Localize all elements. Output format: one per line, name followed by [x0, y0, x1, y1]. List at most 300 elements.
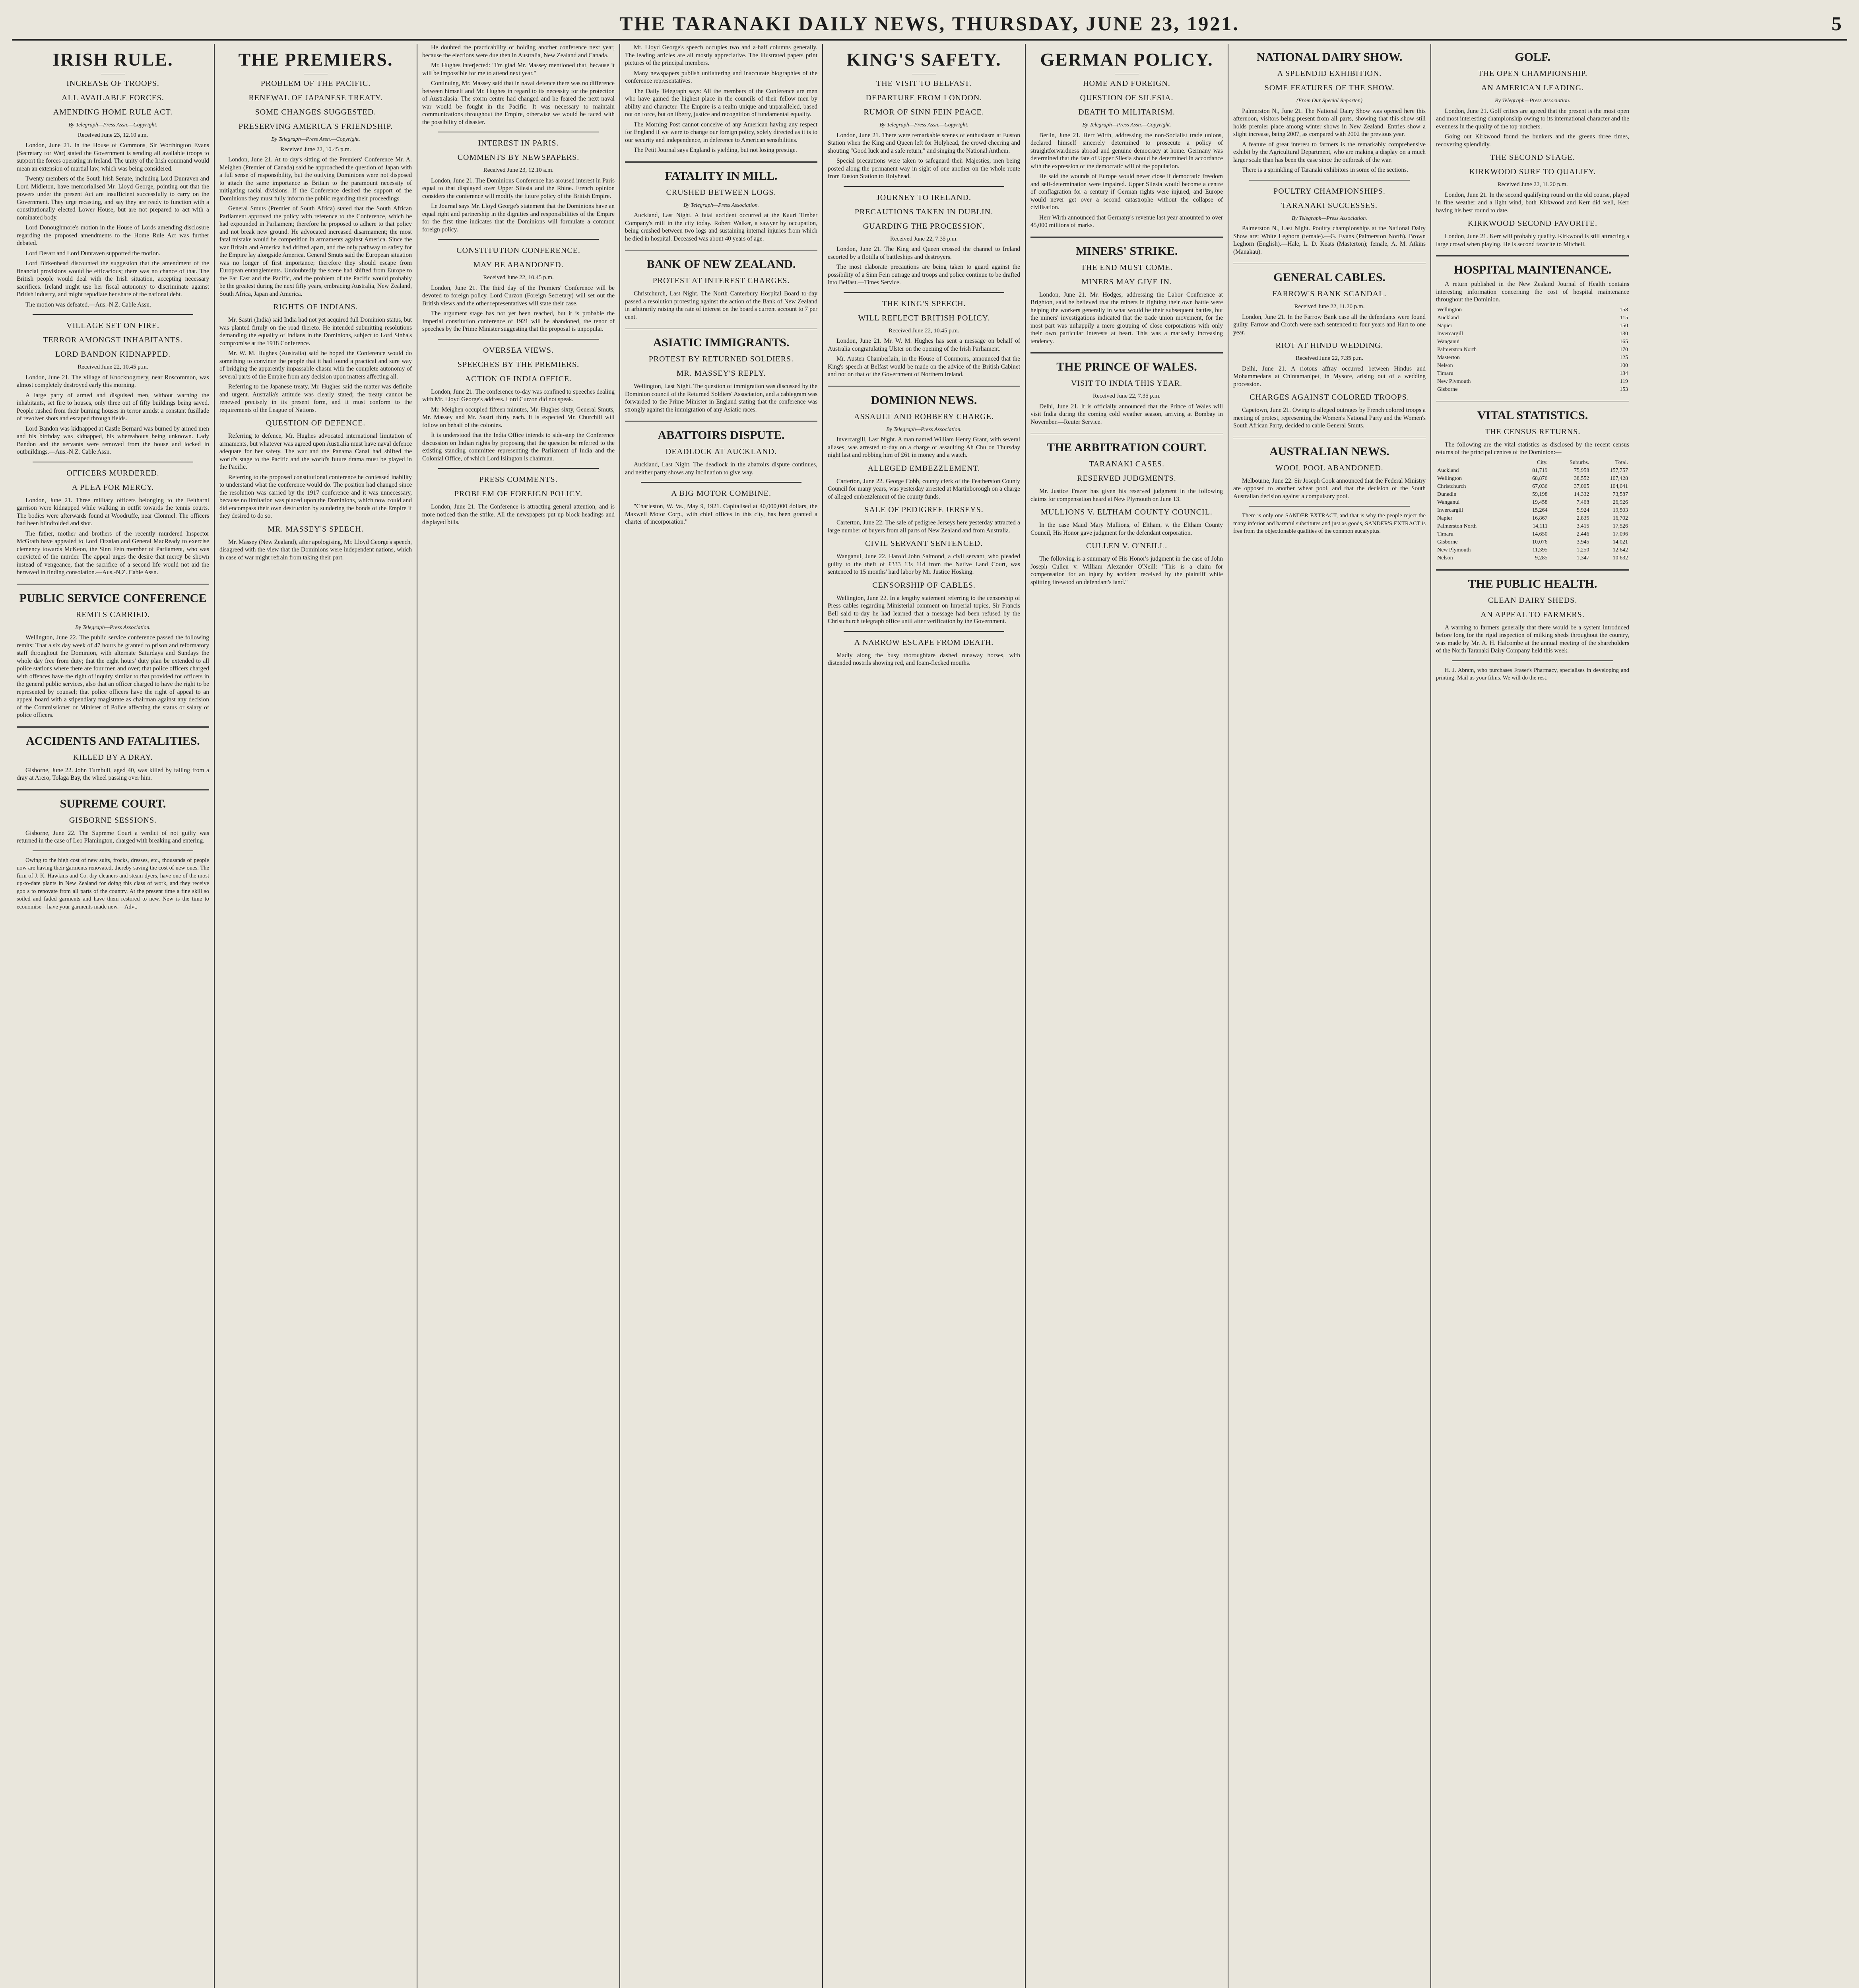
- subhead: KILLED BY A DRAY.: [73, 753, 153, 762]
- table-cell: 17,526: [1613, 523, 1628, 529]
- subhead: THE CENSUS RETURNS.: [1484, 427, 1581, 436]
- paragraph: The Petit Journal says England is yielding, but not losing prestige.: [634, 147, 797, 153]
- table-cell: Invercargill: [1437, 330, 1463, 337]
- paragraph: Mr. Justice Frazer has given his reserved judgment in the following claims for compensation heard at New Plymouth on June 13.: [1030, 488, 1223, 503]
- subhead: REMITS CARRIED.: [76, 610, 150, 619]
- table-cell: Wellington: [1437, 475, 1462, 481]
- table-cell: 10,076: [1532, 539, 1548, 545]
- paragraph: Twenty members of the South Irish Senate, including Lord Dunraven and Lord Midleton, have memorialised Mr. Lloyd George, pointing out that the powers under the present Act are insufficient successfully to carry on the Government. They urge recasting, and say they are ready to function with a constitutionally elected Lower House, but are not prepared to act with a nominated body.: [17, 175, 209, 221]
- table-cell: 19,458: [1532, 499, 1548, 505]
- divider: [438, 468, 599, 469]
- subhead: MR. MASSEY'S REPLY.: [676, 369, 766, 378]
- table-cell: 130: [1620, 330, 1628, 337]
- column-7: [1228, 44, 1431, 1988]
- byline: By Telegraph—Press Assn.—Copyright.: [68, 122, 157, 128]
- table-cell: Timaru: [1437, 531, 1453, 537]
- table-cell: Auckland: [1437, 467, 1459, 474]
- table-cell: 1,347: [1576, 555, 1589, 561]
- headline-public-service: PUBLIC SERVICE CONFERENCE: [19, 591, 207, 605]
- paragraph: Christchurch, Last Night. The North Canterbury Hospital Board to-day passed a resolution protesting against the action of the Bank of New Zealand in arbitrarily raising the rate of interest on the board's current account to 7 per cent.: [625, 290, 817, 320]
- table-cell: 19,503: [1613, 507, 1628, 513]
- divider: [438, 339, 599, 340]
- table-cell: 68,876: [1532, 475, 1548, 481]
- subhead: CRUSHED BETWEEN LOGS.: [666, 188, 776, 197]
- byline: By Telegraph—Press Assn.—Copyright.: [879, 122, 968, 128]
- paragraph: Palmerston N., Last Night. Poultry championships at the National Dairy Show are: White Leghorn (female).—G. Evans (Palmerston North). Brown Leghorn (English).—Hale, L. D. Keats (Masterton); female, A. M. Atkins (Manakau).: [1233, 225, 1426, 255]
- paragraph: Capetown, June 21. Owing to alleged outrages by French colored troops a meeting of protest, representing the Women's National Party and the Women's South African Party, decided to cable General Smuts.: [1233, 407, 1426, 429]
- paragraph: Mr. Meighen occupied fifteen minutes, Mr. Hughes sixty, General Smuts, Mr. Massey and Mr. Sastri thirty each. It is expected Mr. Churchill will follow on behalf of the colonies.: [422, 406, 615, 429]
- subhead: KIRKWOOD SECOND FAVORITE.: [1468, 219, 1597, 228]
- subhead: AMENDING HOME RULE ACT.: [53, 108, 173, 116]
- divider: [33, 850, 193, 851]
- table-row: [1436, 306, 1629, 314]
- table-cell: 38,552: [1574, 475, 1589, 481]
- table-cell: Gisborne: [1437, 386, 1458, 392]
- paragraph: The following are the vital statistics as disclosed by the recent census returns of the principal centres of the Dominion:—: [1436, 441, 1629, 456]
- paragraph: Palmerston N., June 21. The National Dairy Show was opened here this afternoon, visitors being present from all parts, showing that this show still holds premier place among winter shows in New Zealand. Entries show a slight increase, being 2007, as compared with 2002 the previous year.: [1233, 107, 1426, 138]
- headline-public-health: THE PUBLIC HEALTH.: [1468, 577, 1597, 590]
- byline: By Telegraph—Press Assn.—Copyright.: [1082, 122, 1171, 128]
- headline-fatality: FATALITY IN MILL.: [665, 169, 778, 182]
- subhead: THE OPEN CHAMPIONSHIP.: [1478, 69, 1587, 78]
- headline-arbitration-court: THE ARBITRATION COURT.: [1046, 441, 1207, 454]
- census-table: [1436, 459, 1629, 562]
- table-cell: 12,642: [1613, 547, 1628, 553]
- subhead: GISBORNE SESSIONS.: [69, 815, 157, 825]
- subhead: PROBLEM OF FOREIGN POLICY.: [454, 489, 583, 498]
- table-cell: Nelson: [1437, 362, 1453, 369]
- paragraph: A large party of armed and disguised men, without warning the inhabitants, set fire to houses, only three out of fifty buildings being saved. People rushed from their burning houses in terror amidst a constant fusillade of revolver shots and escaped through fields.: [17, 392, 209, 422]
- paragraph: Carterton, June 22. George Cobb, county clerk of the Featherston County Council for many years, was yesterday arrested at Martinborough on a charge of alleged embezzlement of the county funds.: [828, 478, 1020, 500]
- paragraph: London, June 21. Mr. Hodges, addressing the Labor Conference at Brighton, said he believed that the miners in fighting their own battle were helping the workers generally in what would be their subsequent battles, but the miners' investigations indicated that the trade union movement, for the most part was unhappily a mere grouping of close corporations with only their own particular interests at heart. This was a markedly increasing tendency.: [1030, 291, 1223, 345]
- divider: [1436, 255, 1629, 256]
- table-cell: 2,446: [1576, 531, 1589, 537]
- table-row: [1436, 483, 1629, 491]
- subhead: CULLEN V. O'NEILL.: [1086, 542, 1168, 550]
- table-row: [1436, 338, 1629, 346]
- table-cell: Christchurch: [1437, 483, 1466, 489]
- table-cell: 16,702: [1613, 515, 1628, 521]
- paragraph: Lord Bandon was kidnapped at Castle Bernard was burned by armed men and his birthday was kidnapped, his whereabouts being unknown. Lady Bandon and the servants were removed from the house and locked in outbuildings.—Aus.-N.Z. Cable Assn.: [17, 425, 209, 455]
- table-row: [1436, 522, 1629, 530]
- table-cell: 104,041: [1610, 483, 1628, 489]
- paragraph: London, June 21. At to-day's sitting of the Premiers' Conference Mr. A. Meighen (Premier of Canada) said he approached the question of Japan with a full sense of responsibility, but the outlying Dominions were not disposed to attach the same importance as Britain to the paramount necessity of mitigating racial divisions. If the Conference desired the support of the Dominions they must fully inform the public regarding their proceedings.: [219, 156, 412, 202]
- column-6: [1026, 44, 1228, 1988]
- table-row: [1436, 314, 1629, 322]
- paragraph: A feature of great interest to farmers is the remarkably comprehensive exhibit by the Agricultural Department, who are making a display on a much larger scale than has been the case since the outbreak of the war.: [1233, 141, 1426, 163]
- subhead: WOOL POOL ABANDONED.: [1275, 463, 1384, 472]
- subhead: THE KING'S SPEECH.: [882, 299, 966, 308]
- paragraph: Invercargill, Last Night. A man named William Henry Grant, with several aliases, was arrested to-day on a charge of assaulting Ah Chu on Thursday night last and robbing him of £61 in money and a watch.: [828, 436, 1020, 458]
- headline-kings-safety: KING'S SAFETY.: [846, 49, 1001, 70]
- subhead: MAY BE ABANDONED.: [473, 260, 564, 269]
- subhead: CIVIL SERVANT SENTENCED.: [865, 539, 983, 548]
- paragraph: London, June 21. Three military officers belonging to the Feltharnl garrison were kidnapped while walking in outfit towards the tennis courts. The bodies were afterwards found at Woodruffe, near Clonmel. The officers had been blindfolded and shot.: [17, 497, 209, 527]
- divider: [1233, 263, 1426, 264]
- received-line: Received June 22, 7.35 p.m.: [1296, 355, 1363, 361]
- subhead: KIRKWOOD SURE TO QUALIFY.: [1469, 167, 1596, 176]
- divider: [438, 239, 599, 240]
- subhead: PROTEST BY RETURNED SOLDIERS.: [648, 355, 794, 363]
- paragraph: The following is a summary of His Honor's judgment in the case of John Joseph Cullen v. William Alexander O'Neill: "This is a claim for compensation for an injury by accident received by the plaintiff while splitting firewood on defendant's land.": [1030, 555, 1223, 586]
- headline-golf: GOLF.: [1515, 50, 1550, 64]
- subhead: THE SECOND STAGE.: [1490, 153, 1575, 162]
- paragraph: Melbourne, June 22. Sir Joseph Cook announced that the Federal Ministry are opposed to another wheat pool, and that the decision of the South Australian decision against a compulsory pool.: [1233, 477, 1426, 500]
- table-cell: Wanganui: [1437, 499, 1460, 505]
- paragraph: Gisborne, June 22. The Supreme Court a verdict of not guilty was returned in the case of Leo Plamington, charged with breaking and entering.: [17, 829, 209, 844]
- paragraph: Delhi, June 21. It is officially announced that the Prince of Wales will visit India during the coming cold weather season, arriving at Bombay in November.—Reuter Service.: [1030, 403, 1223, 425]
- masthead: [0, 12, 1859, 35]
- advertisement: There is only one SANDER EXTRACT, and that is why the people reject the many inferior and harmful substitutes and just as goods, SANDER'S EXTRACT is free from the objectionable qualities of the common eucalyptus.: [1233, 513, 1426, 534]
- table-cell: 14,021: [1613, 539, 1628, 545]
- column-2: [215, 44, 417, 1988]
- paragraph: A warning to farmers generally that there would be a system introduced before long for the rigid inspection of milking sheds throughout the country, was made by Mr. A. H. Halcombe at the annual meeting of the shareholders of the North Taranaki Dairy Company held this week.: [1436, 624, 1629, 654]
- columns: [12, 44, 1847, 1988]
- divider: [33, 314, 193, 315]
- divider: [625, 250, 817, 251]
- paragraph: Mr. W. M. Hughes (Australia) said he hoped the Conference would do something to convince the people that it had found a practical and sure way of bridging the apparently impassable chasm with the complete autonomy of several parts of the Empire from any decision upon matters affecting all.: [219, 350, 412, 380]
- subhead: A BIG MOTOR COMBINE.: [671, 489, 771, 498]
- byline: (From Our Special Reporter.): [1296, 98, 1362, 104]
- paragraph: Continuing, Mr. Massey said that in naval defence there was no difference between himself and Mr. Hughes in regard to its necessity for the protection of Australasia. The storm centre had changed and he feared the next naval war would be fought in the Pacific. It was necessary to maintain communications throughout the Empire, otherwise we would be faced with the possibility of disaster.: [422, 80, 615, 126]
- table-cell: Palmerston North: [1437, 523, 1477, 529]
- paragraph: The father, mother and brothers of the recently murdered Inspector McGrath have appealed to Lord Fitzalan and General MacReady to exercise clemency towards McKeon, the Sinn Fein member of Parliament, who was convicted of the murder. The appeal urges the desire that mercy be shown instead of vengeance, that the sacrifice of a second life would not aid the bereaved in finding consolation.—Aus.-N.Z. Cable Assn.: [17, 530, 209, 576]
- paragraph: Wellington, Last Night. The question of immigration was discussed by the Dominion council of the Returned Soldiers' Association, and a cablegram was forwarded to the Prime Minister in England stating that the conference was strongly against the immigration of any Asiatic races.: [625, 383, 817, 413]
- table-row: [1436, 546, 1629, 554]
- table-cell: 1,250: [1576, 547, 1589, 553]
- divider: [1436, 569, 1629, 571]
- headline-german-policy: GERMAN POLICY.: [1040, 49, 1213, 70]
- divider: [1249, 180, 1410, 181]
- table-cell: 7,468: [1576, 499, 1589, 505]
- subhead: MULLIONS V. ELTHAM COUNTY COUNCIL.: [1041, 508, 1213, 516]
- paragraph: The Daily Telegraph says: All the members of the Conference are men who have gained the highest place in the councils of their fellow men by ability and character. The Empire is a realm unique and unparalleled, based not on force, but on liberty, justice and recognition of fundamental equality.: [625, 87, 817, 118]
- paragraph: Referring to the Japanese treaty, Mr. Hughes said the matter was definite and urgent. Australia's attitude was clearly stated; the treaty cannot be renewed precisely in its present form, and it must conform to the requirements of the League of Nations.: [219, 383, 412, 414]
- paragraph: Wanganui, June 22. Harold John Salmond, a civil servant, who pleaded guilty to the theft of £333 13s 11d from the Native Land Court, was sentenced to 15 months' hard labor by Mr. Justice Hosking.: [828, 553, 1020, 575]
- table-cell: 5,924: [1576, 507, 1589, 513]
- subhead: PROTEST AT INTEREST CHARGES.: [652, 276, 790, 285]
- paragraph: London, June 21. The Conference is attracting general attention, and is more noticed than the strike. All the newspapers put up block-headings and displayed bills.: [422, 503, 615, 526]
- table-row: [1436, 507, 1629, 514]
- received-line: Received June 23, 12.10 a.m.: [483, 167, 554, 173]
- divider: [17, 726, 209, 728]
- table-cell: 37,005: [1574, 483, 1589, 489]
- headline-accidents: ACCIDENTS AND FATALITIES.: [26, 734, 200, 747]
- table-row: [1436, 354, 1629, 362]
- headline-prince-of-wales: THE PRINCE OF WALES.: [1056, 360, 1197, 373]
- paragraph: "Charleston, W. Va., May 9, 1921. Capitalised at 40,000,000 dollars, the Maxwell Motor Corp., with chief offices in this city, has been granted a charter of incorporation.": [625, 503, 817, 525]
- table-cell: 81,719: [1532, 467, 1548, 474]
- paragraph: Lord Donoughmore's motion in the House of Lords amending disclosure regarding the proposed amendments to the Home Rule Act was further debated.: [17, 224, 209, 247]
- paragraph: Many newspapers publish unflattering and inaccurate biographies of the conference representatives.: [625, 70, 817, 84]
- table-cell: 107,428: [1610, 475, 1628, 481]
- table-cell: 9,285: [1535, 555, 1548, 561]
- subhead: VILLAGE SET ON FIRE.: [66, 321, 160, 330]
- table-cell: 10,632: [1613, 555, 1628, 561]
- subhead: PRECAUTIONS TAKEN IN DUBLIN.: [854, 207, 994, 216]
- paragraph: Mr. Massey (New Zealand), after apologising, Mr. Lloyd George's speech, disagreed with the view that the Dominions were independent nations, which in case of war might refrain from taking their part.: [219, 538, 412, 561]
- column-3: [417, 44, 620, 1988]
- paragraph: Mr. Hughes interjected: "I'm glad Mr. Massey mentioned that, because it will be impossible for me to attend next year.": [422, 62, 615, 77]
- table-row: [1436, 538, 1629, 546]
- divider: [641, 482, 801, 483]
- paragraph: London, June 21. The village of Knocknogroery, near Roscommon, was almost completely destroyed early this morning.: [17, 374, 209, 388]
- table-cell: 17,096: [1613, 531, 1628, 537]
- table-cell: Palmerston North: [1437, 346, 1477, 353]
- paragraph: He doubted the practicability of holding another conference next year, because the elections were due then in Australia, New Zealand and Canada.: [422, 44, 615, 59]
- subhead: RIGHTS OF INDIANS.: [273, 303, 358, 311]
- paragraph: London, June 21. Mr. W. M. Hughes has sent a message on behalf of Australia congratulating Ulster on the opening of the Irish Parliament.: [828, 338, 1020, 352]
- subhead: CLEAN DAIRY SHEDS.: [1488, 596, 1578, 605]
- paragraph: Going out Kirkwood found the bunkers and the greens three times, recovering splendidly.: [1436, 133, 1629, 148]
- subhead: GUARDING THE PROCESSION.: [863, 221, 985, 231]
- paragraph: Auckland, Last Night. A fatal accident occurred at the Kauri Timber Company's mill in the city today. Robert Walker, a sawyer by occupation, being crushed between two logs and sustaining internal injuries from which he died in hospital. Deceased was about 40 years of age.: [625, 212, 817, 242]
- paragraph: Delhi, June 21. A riotous affray occurred between Hindus and Mohammedans at Chintamanipet, in Mysore, arising out of a wedding procession.: [1233, 365, 1426, 388]
- divider: [844, 631, 1004, 632]
- table-cell: 157,757: [1610, 467, 1628, 474]
- table-cell: 59,198: [1532, 491, 1548, 497]
- byline: By Telegraph—Press Association.: [683, 202, 759, 208]
- table-cell: Napier: [1437, 322, 1453, 329]
- paragraph: Herr Wirth announced that Germany's revenue last year amounted to over 45,000 millions of marks.: [1030, 214, 1223, 229]
- paragraph: It is understood that the India Office intends to side-step the Conference discussion on Indian rights by proposing that the question be referred to the existing standing committee representing the Parliament of India and the Colonial Office, of which Lord Islington is chairman.: [422, 432, 615, 462]
- paragraph: There is a sprinkling of Taranaki exhibitors in some of the sections.: [1242, 167, 1408, 173]
- byline: By Telegraph—Press Association.: [1495, 98, 1570, 104]
- headline-hospital-maintenance: HOSPITAL MAINTENANCE.: [1453, 263, 1612, 276]
- table-cell: 11,395: [1532, 547, 1548, 553]
- subhead: ASSAULT AND ROBBERY CHARGE.: [854, 412, 994, 421]
- subhead: SOME FEATURES OF THE SHOW.: [1264, 83, 1395, 92]
- table-row: [1436, 467, 1629, 475]
- divider: [1452, 660, 1613, 661]
- subhead: RENEWAL OF JAPANESE TREATY.: [248, 93, 383, 102]
- table-row: [1436, 499, 1629, 507]
- received-line: Received June 22, 7.35 p.m.: [890, 235, 958, 242]
- paragraph: London, June 21. The Dominions Conference has aroused interest in Paris equal to that displayed over Upper Silesia and the Rhine. French opinion considers the conference will modify the future policy of the British Empire.: [422, 177, 615, 200]
- byline: By Telegraph—Press Association.: [1292, 215, 1367, 221]
- received-line: Received June 22, 11.20 p.m.: [1497, 181, 1568, 188]
- subhead: INCREASE OF TROOPS.: [66, 79, 159, 88]
- headline-abattoirs: ABATTOIRS DISPUTE.: [658, 429, 785, 442]
- headline-supreme-court: SUPREME COURT.: [60, 797, 166, 810]
- subhead: JOURNEY TO IRELAND.: [876, 193, 972, 202]
- paragraph: He said the wounds of Europe would never close if democratic freedom and self-determination were impaired. Upper Silesia would become a centre of conflagration for a century if German rights were injured, and Europe would never get over a second catastrophe without the collapse of civilisation.: [1030, 173, 1223, 211]
- divider: [844, 186, 1004, 187]
- paragraph: The most elaborate precautions are being taken to guard against the possibility of a Sinn Fein outrage and troops and police continue to be drafted into Belfast.—Times Service.: [828, 264, 1020, 286]
- subhead: MR. MASSEY'S SPEECH.: [268, 524, 364, 534]
- table-cell: 26,926: [1613, 499, 1628, 505]
- table-cell: Napier: [1437, 515, 1453, 521]
- table-cell: 14,650: [1532, 531, 1548, 537]
- subhead: HOME AND FOREIGN.: [1083, 79, 1170, 88]
- column-1: [12, 44, 215, 1988]
- table-cell: 158: [1620, 307, 1628, 313]
- column-header: Suburbs.: [1570, 459, 1589, 466]
- column-5: [823, 44, 1026, 1988]
- divider: [1233, 437, 1426, 438]
- paragraph: Madly along the busy thoroughfare dashed runaway horses, with distended nostrils showing red, and foam-flecked mouths.: [828, 652, 1020, 666]
- subhead: DEADLOCK AT AUCKLAND.: [665, 447, 777, 456]
- table-cell: 125: [1620, 354, 1628, 361]
- subhead: ALLEGED EMBEZZLEMENT.: [867, 464, 980, 473]
- paragraph: London, June 21. Kerr will probably qualify. Kirkwood is still attracting a large crowd when playing. He is second favorite to Mitchell.: [1436, 233, 1629, 248]
- subhead: QUESTION OF SILESIA.: [1080, 93, 1174, 102]
- divider: [17, 789, 209, 790]
- divider: [1436, 401, 1629, 402]
- paragraph: London, June 21. Golf critics are agreed that the present is the most open and most interesting championship owing to its international character and the evenness in the quality of the top-notchers.: [1436, 107, 1629, 130]
- paragraph: Auckland, Last Night. The deadlock in the abattoirs dispute continues, and neither party shows any inclination to give way.: [625, 461, 817, 476]
- paragraph: London, June 21. The third day of the Premiers' Conference will be devoted to foreign policy. Lord Curzon (Foreign Secretary) will set out the British views and the other representatives will state their case.: [422, 284, 615, 307]
- headline-general-cables: GENERAL CABLES.: [1273, 271, 1386, 284]
- table-cell: 134: [1620, 370, 1628, 377]
- subhead: MINERS MAY GIVE IN.: [1081, 277, 1172, 286]
- table-cell: 170: [1620, 346, 1628, 353]
- byline: By Telegraph—Press Assn.—Copyright.: [271, 136, 360, 142]
- masthead-rule: [12, 39, 1847, 41]
- subhead: RUMOR OF SINN FEIN PEACE.: [864, 108, 984, 116]
- paragraph: In the case Maud Mary Mullions, of Eltham, v. the Eltham County Council, His Honor gave judgment for the defendant corporation.: [1030, 522, 1223, 536]
- table-cell: 100: [1620, 362, 1628, 369]
- divider: [828, 386, 1020, 387]
- table-row: [1436, 346, 1629, 354]
- table-cell: Wanganui: [1437, 338, 1460, 345]
- subhead: TARANAKI SUCCESSES.: [1281, 201, 1378, 210]
- subhead: A NARROW ESCAPE FROM DEATH.: [854, 638, 994, 647]
- subhead: SPEECHES BY THE PREMIERS.: [457, 360, 580, 369]
- paragraph: Referring to the proposed constitutional conference he confessed inability to understand what the conference would do. The position had changed since the resolution was carried by the 1917 conference and it was unnecessary, because no limitation was placed upon the Dominions, which now could and did encompass their own destruction by sundering the bonds of the Empire if they desired to do so.: [219, 474, 412, 519]
- subhead: FARROW'S BANK SCANDAL.: [1272, 289, 1387, 298]
- subhead: A SPLENDID EXHIBITION.: [1277, 69, 1382, 78]
- subhead: COMMENTS BY NEWSPAPERS.: [457, 153, 580, 162]
- subhead: PRESERVING AMERICA'S FRIENDSHIP.: [239, 122, 393, 131]
- paragraph: The motion was defeated.—Aus.-N.Z. Cable Assn.: [25, 301, 151, 308]
- table-cell: 14,332: [1574, 491, 1589, 497]
- headline-premiers: THE PREMIERS.: [238, 49, 393, 70]
- subhead: AN APPEAL TO FARMERS.: [1481, 610, 1585, 619]
- page-number: 5: [1832, 12, 1843, 35]
- divider: [625, 421, 817, 422]
- subhead: THE VISIT TO BELFAST.: [876, 79, 972, 88]
- subhead: QUESTION OF DEFENCE.: [266, 419, 366, 427]
- paragraph: Mr. Sastri (India) said India had not yet acquired full Dominion status, but was planted firmly on the road thereto. He intended submitting resolutions demanding the equality of Indians in the Dominions, subject to Lord Sinha's compromise at the 1918 Conference.: [219, 316, 412, 347]
- subhead: OVERSEA VIEWS.: [483, 346, 554, 355]
- divider: [625, 328, 817, 329]
- paragraph: A return published in the New Zealand Journal of Health contains interesting information concerning the cost of hospital maintenance throughout the Dominion.: [1436, 281, 1629, 303]
- column-header: City.: [1537, 459, 1548, 466]
- table-cell: Gisborne: [1437, 539, 1458, 545]
- table-row: [1436, 330, 1629, 338]
- byline: By Telegraph—Press Association.: [886, 426, 962, 433]
- table-row: [1436, 322, 1629, 330]
- headline-miners-strike: MINERS' STRIKE.: [1075, 244, 1178, 258]
- received-line: Received June 22, 7.35 p.m.: [1093, 393, 1160, 399]
- paragraph: Wellington, June 22. In a lengthy statement referring to the censorship of Press cables regarding Ministerial comment on Imperial topics, Sir Francis Bell said to-day he had learned that a message had been refused by the Christchurch telegraph office until after verification by the Government.: [828, 594, 1020, 625]
- paragraph: London, June 21. The conference to-day was confined to speeches dealing with Mr. Lloyd George's address. Lord Curzon did not speak.: [422, 388, 615, 403]
- table-cell: Dunedin: [1437, 491, 1457, 497]
- paragraph: Mr. Austen Chamberlain, in the House of Commons, announced that the King's speech at Belfast would be made on the advice of the British Cabinet and not on that of the Government of Northern Ireland.: [828, 355, 1020, 378]
- column-4: [620, 44, 823, 1988]
- paragraph: General Smuts (Premier of South Africa) stated that the South African Parliament approved the policy with reference to the Conference, which he had expounded in Parliament; therefore he proposed to adhere to that policy and not break new ground. He advocated increased disarmament; the most fatal mistake would be competition in armaments against America. Since the war Britain and America had drifted apart, and the only pathway to safety for the Empire lay alongside America. General Smuts said the European situation was no longer of first importance; therefore they should escape from European entanglements. Undoubtedly the scene had shifted from Europe to the Far East and the Pacific, and the problem of the Pacific would probably be the greatest during the next fifty years, embracing Australia, New Zealand, South Africa, Japan and America.: [219, 205, 412, 297]
- subhead: THE END MUST COME.: [1081, 263, 1173, 272]
- paragraph: Berlin, June 21. Herr Wirth, addressing the non-Socialist trade unions, declared himself sincerely determined to prosecute a policy of straightforwardness abroad and genuine democracy at home. Germany was determined that the fate of Upper Silesia should be determined in accordance with the expression of the democratic will of the population.: [1030, 132, 1223, 170]
- table-cell: New Plymouth: [1437, 547, 1471, 553]
- table-cell: New Plymouth: [1437, 378, 1471, 384]
- headline-vital-statistics: VITAL STATISTICS.: [1477, 408, 1588, 422]
- subhead: TERROR AMONGST INHABITANTS.: [43, 336, 183, 344]
- divider: [625, 161, 817, 163]
- table-row: [1436, 491, 1629, 499]
- subhead: OFFICERS MURDERED.: [66, 468, 159, 478]
- divider: [844, 292, 1004, 293]
- table-cell: 16,867: [1532, 515, 1548, 521]
- headline-dairy-show: NATIONAL DAIRY SHOW.: [1256, 50, 1403, 64]
- table-cell: Auckland: [1437, 315, 1459, 321]
- divider: [1030, 433, 1223, 434]
- column-8: [1431, 44, 1634, 1988]
- advertisement: H. J. Abram, who purchases Fraser's Pharmacy, specialises in developing and printing. Mail us your films. We will do the rest.: [1436, 667, 1629, 681]
- subhead: RIOT AT HINDU WEDDING.: [1275, 341, 1384, 350]
- paragraph: Lord Birkenhead discounted the suggestion that the amendment of the financial provisions would be efficacious; there was no chance of that. The British people would deal with the Irish situation, accepting necessary sacrifices. Ireland might use her fiscal autonomy to discriminate against British industry, and might repudiate her share of the national debt.: [17, 260, 209, 298]
- subhead: SOME CHANGES SUGGESTED.: [255, 108, 376, 116]
- subhead: POULTRY CHAMPIONSHIPS.: [1273, 186, 1386, 196]
- paragraph: London, June 21. In the second qualifying round on the old course, played in fine weather and a light wind, both Kirkwood and Kerr did well, Kerr having his best round to date.: [1436, 191, 1629, 214]
- table-cell: 165: [1620, 338, 1628, 345]
- received-line: Received June 23, 12.10 a.m.: [78, 132, 148, 138]
- subhead: INTEREST IN PARIS.: [478, 139, 559, 148]
- table-cell: Masterton: [1437, 354, 1460, 361]
- table-row: [1436, 514, 1629, 522]
- table-cell: 15,264: [1532, 507, 1548, 513]
- paragraph: London, June 21. In the Farrow Bank case all the defendants were found guilty. Farrow and Crotch were each sentenced to four years and Hart to one year.: [1233, 313, 1426, 336]
- paragraph: The argument stage has not yet been reached, but it is probable the Imperial constitution conference of 1921 will be abandoned, the tenor of speeches by the Prime Minister suggesting that the proposal is unpopular.: [422, 310, 615, 332]
- received-line: Received June 22, 11.20 p.m.: [1294, 303, 1365, 310]
- table-row: [1436, 530, 1629, 538]
- column-header: Total.: [1615, 459, 1628, 466]
- table-cell: 75,958: [1574, 467, 1589, 474]
- subhead: ACTION OF INDIA OFFICE.: [465, 374, 572, 383]
- paragraph: Wellington, June 22. The public service conference passed the following remits: That a six day week of 47 hours be granted to prison and reformatory staff throughout the Dominion, with alternate Saturdays and Sundays the whole day free from duty; that the eight hours' duty plan be extended to all police stations where there are four men and over; that police officers charged with offences have the right of inquiry similar to that provided for officers in the general public services, also that an officer charged to have the right to be represented by counsel; that police officers have the right of appeal to an appeal board with a stipendiary magistrate as chairman against any decision of the Commissioner or Minister of Police affecting the status or salary of police officers.: [17, 634, 209, 718]
- subhead: SALE OF PEDIGREE JERSEYS.: [864, 505, 984, 514]
- paragraph: Referring to defence, Mr. Hughes advocated international limitation of armaments, but whatever was agreed upon Australia must have naval defence adequate for her safety. The war and the Panama Canal had shifted the world's stage to the Pacific and the world's future drama must be played in the Pacific.: [219, 433, 412, 470]
- subhead: CENSORSHIP OF CABLES.: [872, 580, 976, 590]
- table-cell: Nelson: [1437, 555, 1453, 561]
- table-cell: 3,415: [1576, 523, 1589, 529]
- headline-australian-news: AUSTRALIAN NEWS.: [1269, 445, 1389, 458]
- subhead: VISIT TO INDIA THIS YEAR.: [1071, 379, 1182, 388]
- paragraph: London, June 21. The King and Queen crossed the channel to Ireland escorted by a flotilla of battleships and destroyers.: [828, 246, 1020, 260]
- table-row: [1436, 554, 1629, 562]
- paragraph: The Morning Post cannot conceive of any American having any respect for England if we were to change our foreign policy, solely directed as it is to our security and independence, in deference to American sensibilities.: [625, 121, 817, 144]
- table-cell: Invercargill: [1437, 507, 1463, 513]
- table-cell: Timaru: [1437, 370, 1453, 377]
- subhead: DEPARTURE FROM LONDON.: [865, 93, 982, 102]
- table-cell: 150: [1620, 322, 1628, 329]
- received-line: Received June 22, 10.45 p.m.: [483, 274, 554, 281]
- paragraph: Mr. Lloyd George's speech occupies two and a-half columns generally. The leading articles are all mostly appreciative. The illustrated papers print pictures of the principal members.: [625, 44, 817, 66]
- table-cell: 14,111: [1533, 523, 1548, 529]
- paragraph: Gisborne, June 22. John Turnbull, aged 40, was killed by falling from a dray at Arero, Tolaga Bay, the wheel passing over him.: [17, 767, 209, 781]
- paragraph: London, June 21. In the House of Commons, Sir Worthington Evans (Secretary for War) stated the Government is sending all available troops to support the forces operating in Ireland. The unity of the Irish command would mean an extension of martial law, which was being considered.: [17, 142, 209, 172]
- table-row: [1436, 386, 1629, 394]
- subhead: A PLEA FOR MERCY.: [72, 483, 154, 492]
- paragraph: Le Journal says Mr. Lloyd George's statement that the Dominions have an equal right and partnership in the dignities and responsibilities of the Empire for the first time indicates that the Dominions will formulate a common foreign policy.: [422, 203, 615, 233]
- table-cell: Wellington: [1437, 307, 1462, 313]
- table-cell: 153: [1620, 386, 1628, 392]
- subhead: TARANAKI CASES.: [1089, 460, 1165, 468]
- subhead: DEATH TO MILITARISM.: [1078, 108, 1175, 116]
- advertisement: Owing to the high cost of new suits, frocks, dresses, etc., thousands of people now are having their garments renovated, thereby saving the cost of new ones. The firm of J. K. Hawkins and Co. dry cleaners and steam dyers, have one of the most up-to-date plants in New Zealand for doing this class of work, and they receive goo s to renovate from all parts of the country. At the present time a fine skill so soiled and faded garments and have them restored to new. New is the time to economise—have your garments made new.—Advt.: [17, 857, 209, 910]
- subhead: PRESS COMMENTS.: [479, 475, 558, 484]
